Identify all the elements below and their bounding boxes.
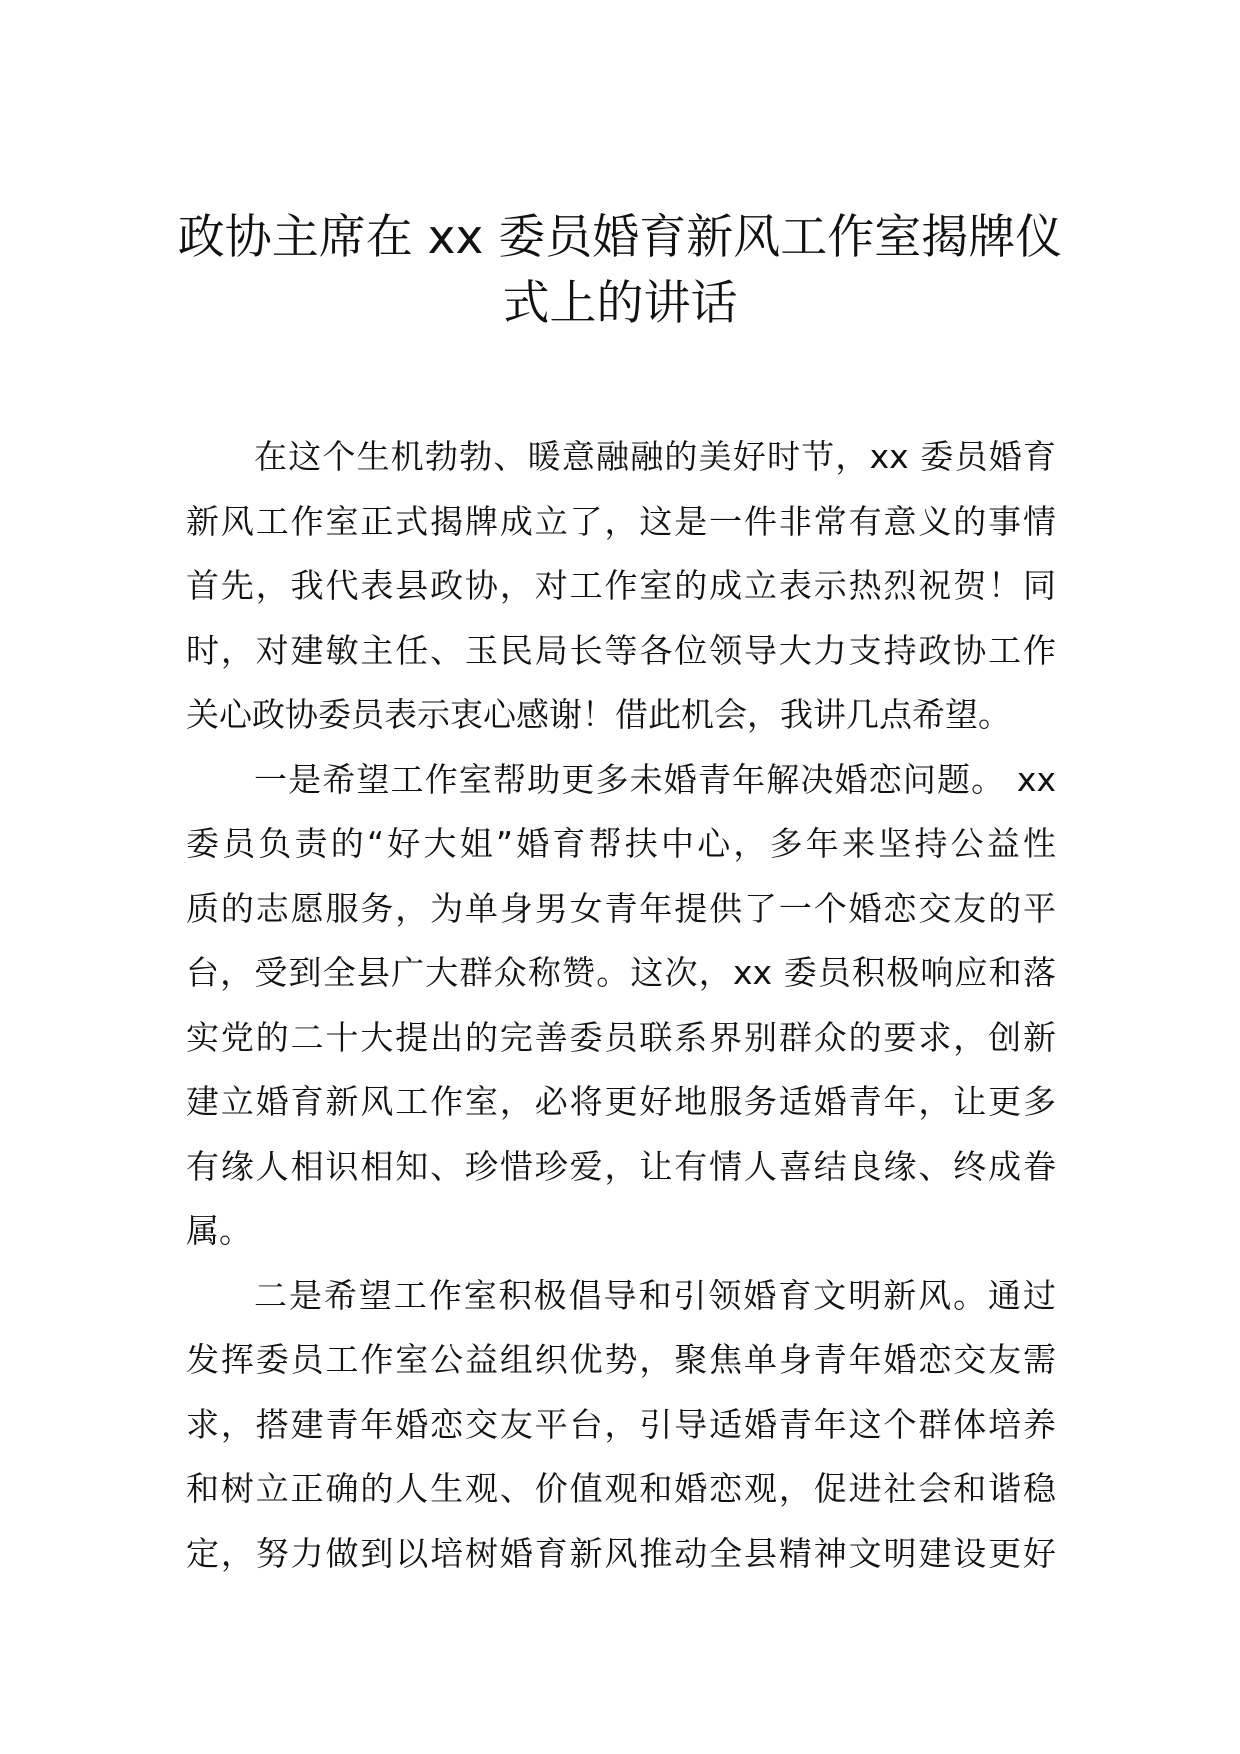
paragraph-2-line: 质的志愿服务，为单身男女青年提供了一个婚恋交友的平 <box>186 888 1056 928</box>
paragraph-3-line: 和树立正确的人生观、价值观和婚恋观，促进社会和谐稳 <box>186 1469 1056 1508</box>
title-line: 式上的讲话 <box>502 276 738 331</box>
paragraph-2-line: 实党的二十大提出的完善委员联系界别群众的要求，创新 <box>186 1017 1056 1057</box>
paragraph-2-line: 委员负责的“好大姐”婚育帮扶中心，多年来坚持公益性 <box>186 824 1056 863</box>
paragraph-3-line: 二是希望工作室积极倡导和引领婚育文明新风。通过 <box>254 1275 1056 1315</box>
paragraph-3-line: 定，努力做到以培树婚育新风推动全县精神文明建设更好 <box>186 1533 1056 1573</box>
paragraph-1-line: 时，对建敏主任、玉民局长等各位领导大力支持政协工作 <box>186 630 1056 670</box>
paragraph-2-line: 建立婚育新风工作室，必将更好地服务适婚青年，让更多 <box>186 1082 1056 1121</box>
paragraph-2-line: 有缘人相识相知、珍惜珍爱，让有情人喜结良缘、终成眷 <box>186 1146 1056 1186</box>
paragraph-1-line: 新风工作室正式揭牌成立了，这是一件非常有意义的事情 <box>186 501 1056 541</box>
paragraph-2-line: 属。 <box>186 1211 252 1250</box>
paragraph-3-line: 发挥委员工作室公益组织优势，聚焦单身青年婚恋交友需 <box>186 1340 1056 1379</box>
document-title <box>150 205 1090 337</box>
document-body <box>186 425 1056 1586</box>
paragraph-1-line: 关心政协委员表示衷心感谢！借此机会，我讲几点希望。 <box>186 695 1011 734</box>
paragraph-2-line: 一是希望工作室帮助更多未婚青年解决婚恋问题。 xx <box>254 759 1056 799</box>
paragraph-2-line: 台，受到全县广大群众称赞。这次，xx 委员积极响应和落 <box>186 953 1056 992</box>
paragraph-1-line: 首先，我代表县政协，对工作室的成立表示热烈祝贺！同 <box>186 566 1056 605</box>
paragraph-3-line: 求，搭建青年婚恋交友平台，引导适婚青年这个群体培养 <box>186 1404 1056 1444</box>
paragraph-1-line: 在这个生机勃勃、暖意融融的美好时节，xx 委员婚育 <box>254 437 1056 476</box>
title-line: 政协主席在 xx 委员婚育新风工作室揭牌仪 <box>177 210 1063 265</box>
